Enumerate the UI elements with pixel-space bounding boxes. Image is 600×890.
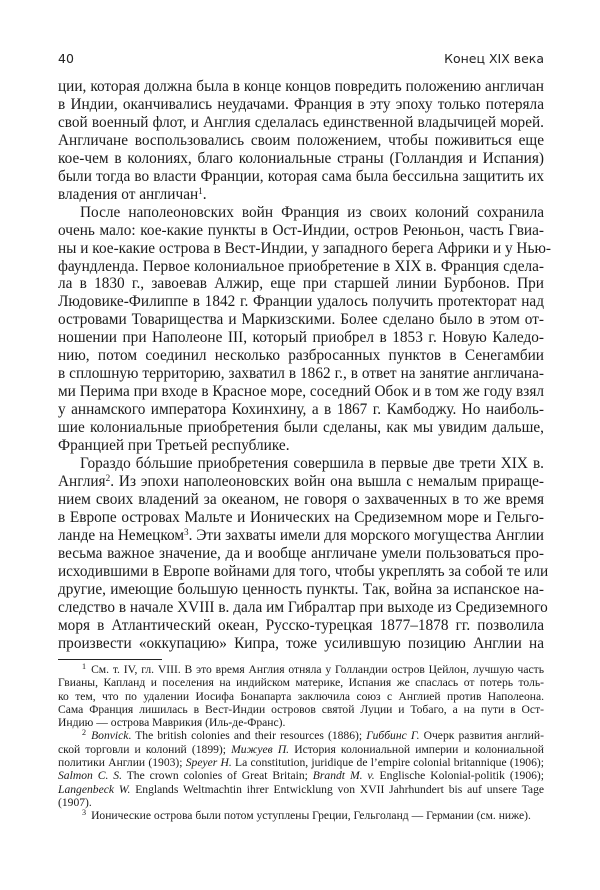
- text-line: [58, 132, 544, 150]
- text-run: Англия: [58, 472, 106, 490]
- text-run: фаундленда. Первое колониальное приобретение в XIX в. Франция сдела-: [58, 257, 544, 275]
- footnote-marker: 1: [82, 661, 87, 671]
- text-line: [58, 617, 544, 635]
- text-run: .: [202, 185, 207, 203]
- text-run: Людовике-Филиппе в 1842 г. Франции удалось получить протекторат над: [58, 293, 544, 311]
- text-line: [58, 419, 544, 437]
- text-line: [58, 401, 544, 419]
- text-line: [58, 365, 544, 383]
- text-run: ской торговли и колоний (1899);: [58, 742, 232, 756]
- footnotes: [58, 663, 544, 823]
- text-line: [58, 562, 549, 581]
- text-run: ла в 1830 г., завоевав Алжир, еще при старшей линии Бурбонов. При: [58, 275, 544, 293]
- text-line: [58, 114, 544, 132]
- text-run: Гораздо бóльшие приобретения совершила в первые две трети XIX в.: [80, 455, 544, 473]
- text-line: [58, 239, 551, 258]
- author-name: Bonvick: [91, 729, 129, 743]
- text-run: ны и кое-какие острова в Вест-Индии, у западного берега Африки и у Нью-: [58, 239, 551, 257]
- author-name: Speyer H.: [185, 756, 232, 770]
- page-number: 40: [58, 51, 74, 66]
- text-run: ми Перима при входе в Красное море, соседний Обок и в том же году взял: [58, 383, 544, 401]
- text-run: История колониальной империи и колониальной: [289, 742, 544, 756]
- text-run: весьма важное значение, да и вообще англичане умели пользоваться про-: [58, 544, 544, 562]
- text-run: ции, которая должна была в конце концов повредить положению англичан: [58, 78, 544, 95]
- text-line: [58, 545, 544, 563]
- text-run: в сплошную территорию, захватил в 1862 г., в ответ на занятие англичана-: [58, 365, 544, 383]
- text-line: [58, 150, 544, 168]
- text-run: The crown colonies of Great Britain;: [121, 769, 313, 783]
- text-run: очень мало: кое-какие пункты в Ост-Индии, остров Реюньон, часть Гвиа-: [58, 221, 544, 239]
- running-title: Конец XIX века: [444, 51, 544, 66]
- text-run: После наполеоновских войн Франция из своих колоний сохранила: [80, 203, 544, 221]
- text-run: владения от англичан: [58, 185, 199, 203]
- text-line: [58, 509, 544, 527]
- footnote-marker: 3: [82, 807, 87, 817]
- text-line: [58, 383, 544, 401]
- author-name: Langenbeck W.: [58, 782, 131, 796]
- footnote-line: [58, 769, 544, 782]
- text-line: [58, 293, 544, 311]
- text-run: в Индии, оканчивались неудачами. Франция в эту эпоху только потеряла: [58, 95, 544, 113]
- footnote-line: [58, 676, 544, 689]
- text-run: (1907).: [58, 795, 92, 809]
- text-run: моря в Атлантический океан, Русско-турецкая 1877–1878 гг. позволила: [58, 616, 544, 634]
- text-line: [58, 455, 544, 473]
- text-run: кое-чем в колониях, благо колониальные страны (Голландия и Испания): [58, 149, 544, 167]
- text-line: [58, 491, 544, 509]
- text-run: исходившими в Европе войнами для того, чтобы укреплять за собой те или: [58, 562, 549, 580]
- text-line: [58, 347, 544, 365]
- footnote-line: [58, 690, 544, 703]
- text-run: другие, имеющие большую ценность пункты. Так, война за испанское на-: [58, 580, 544, 598]
- text-line: [58, 329, 544, 347]
- text-run: См. т. IV, гл. VIII. В это время Англия отняла у Голландии остров Цейлон, лучшую часть: [91, 663, 544, 676]
- footnote-marker: 3: [184, 526, 189, 537]
- text-run: Englands Weltmachtin ihrer Entwicklung von XVII Jahrhundert bis auf unsere Tage: [130, 782, 545, 796]
- author-name: Мижуев П.: [231, 742, 290, 756]
- footnote-line: [58, 756, 544, 769]
- text-run: La constitution, juridique de l’empire colonial britannique (1906);: [231, 756, 544, 770]
- footnote-line: [58, 716, 544, 729]
- text-run: ланде на Немецком: [58, 526, 185, 544]
- author-name: Salmon C. S.: [58, 769, 122, 783]
- main-text: [58, 78, 551, 653]
- text-run: Индию — острова Маврикия (Иль-де-Франс).: [58, 716, 286, 730]
- text-line: [58, 258, 544, 276]
- text-line: [58, 222, 544, 240]
- text-line: [58, 275, 544, 293]
- text-run: были тогда во власти Франции, которая сама была бессильна защитить их: [58, 167, 544, 185]
- text-line: [58, 311, 544, 329]
- footnote-line: [58, 809, 544, 822]
- text-run: нием своих владений за океаном, не говоря о захваченных в то же время: [58, 490, 544, 508]
- running-header: [58, 51, 544, 69]
- footnote-line: [58, 663, 544, 676]
- text-run: Францией при Третьей республике.: [58, 437, 290, 455]
- text-line: [58, 598, 548, 617]
- text-run: ко тем, что по удалении Иосифа Бонапарта заключила союз с Англией против Наполеона.: [58, 689, 544, 703]
- text-run: Ионические острова были потом уступлены Греции, Гельголанд — Германии (см. ниже).: [91, 809, 531, 823]
- text-run: островами Товарищества и Маркизскими. Более сделано было в этом от-: [58, 311, 544, 329]
- text-run: шие колониальные приобретения были сделаны, как мы увидим дальше,: [58, 419, 544, 437]
- text-line: [58, 168, 544, 186]
- text-run: Очерк развития англий-: [419, 729, 544, 743]
- footnote-line: [58, 796, 544, 809]
- text-run: . The british colonies and their resources (1886);: [128, 729, 367, 743]
- text-run: политики Англии (1903);: [58, 756, 186, 770]
- text-run: . Эти захваты имели для морского могущества Англии: [188, 526, 544, 544]
- text-line: [58, 204, 544, 222]
- text-run: Гвианы, Капланд и поселения на индийском материке, Испания же спаслась от потерь толь-: [58, 676, 544, 690]
- author-name: Brandt M. v.: [312, 769, 375, 783]
- footnote-divider: [58, 659, 162, 660]
- footnote-marker: 1: [198, 185, 203, 196]
- author-name: Гиббинс Г.: [366, 729, 420, 743]
- text-run: в Европе островах Мальте и Ионических на Средиземном море и Гельго-: [58, 508, 544, 526]
- text-line: [58, 581, 544, 599]
- text-run: . Из эпохи наполеоновских войн она вышла с немалым прираще-: [110, 472, 544, 490]
- text-run: Англичане воспользовались своим положением, чтобы поживиться еще: [58, 131, 544, 149]
- text-run: ношении при Наполеоне III, который приобрел в 1853 г. Новую Каледо-: [58, 329, 544, 347]
- footnote-marker: 2: [82, 728, 87, 738]
- text-line: [58, 437, 544, 455]
- text-run: следство в начале XVIII в. дала им Гибралтар при выходе из Средиземного: [58, 598, 548, 616]
- footnote-line: [58, 729, 544, 742]
- text-line: [58, 635, 544, 653]
- text-line: [58, 186, 544, 204]
- text-line: [58, 527, 544, 545]
- footnote-line: [58, 703, 544, 716]
- text-run: свой военный флот, и Англия сделалась единственной владычицей морей.: [58, 113, 544, 131]
- text-line: [58, 473, 544, 491]
- footnote-line: [58, 743, 544, 756]
- text-run: Сама Франция лишилась в Вест-Индии островов святой Луции и Тобаго, а на пути в Ост-: [58, 702, 544, 716]
- text-run: произвести «оккупацию» Кипра, тоже усилившую позицию Англии на: [58, 634, 544, 652]
- text-run: нию, потом соединил несколько разбросанных пунктов в Сенегамбии: [58, 347, 544, 365]
- text-line: [58, 96, 544, 114]
- text-run: Englische Kolonial-politik (1906);: [374, 769, 544, 783]
- footnote-marker: 2: [105, 472, 111, 483]
- footnote-line: [58, 783, 544, 796]
- text-run: у аннамского императора Кохинхину, а в 1867 г. Камбоджу. Но наиболь-: [58, 401, 544, 419]
- text-line: [58, 78, 544, 96]
